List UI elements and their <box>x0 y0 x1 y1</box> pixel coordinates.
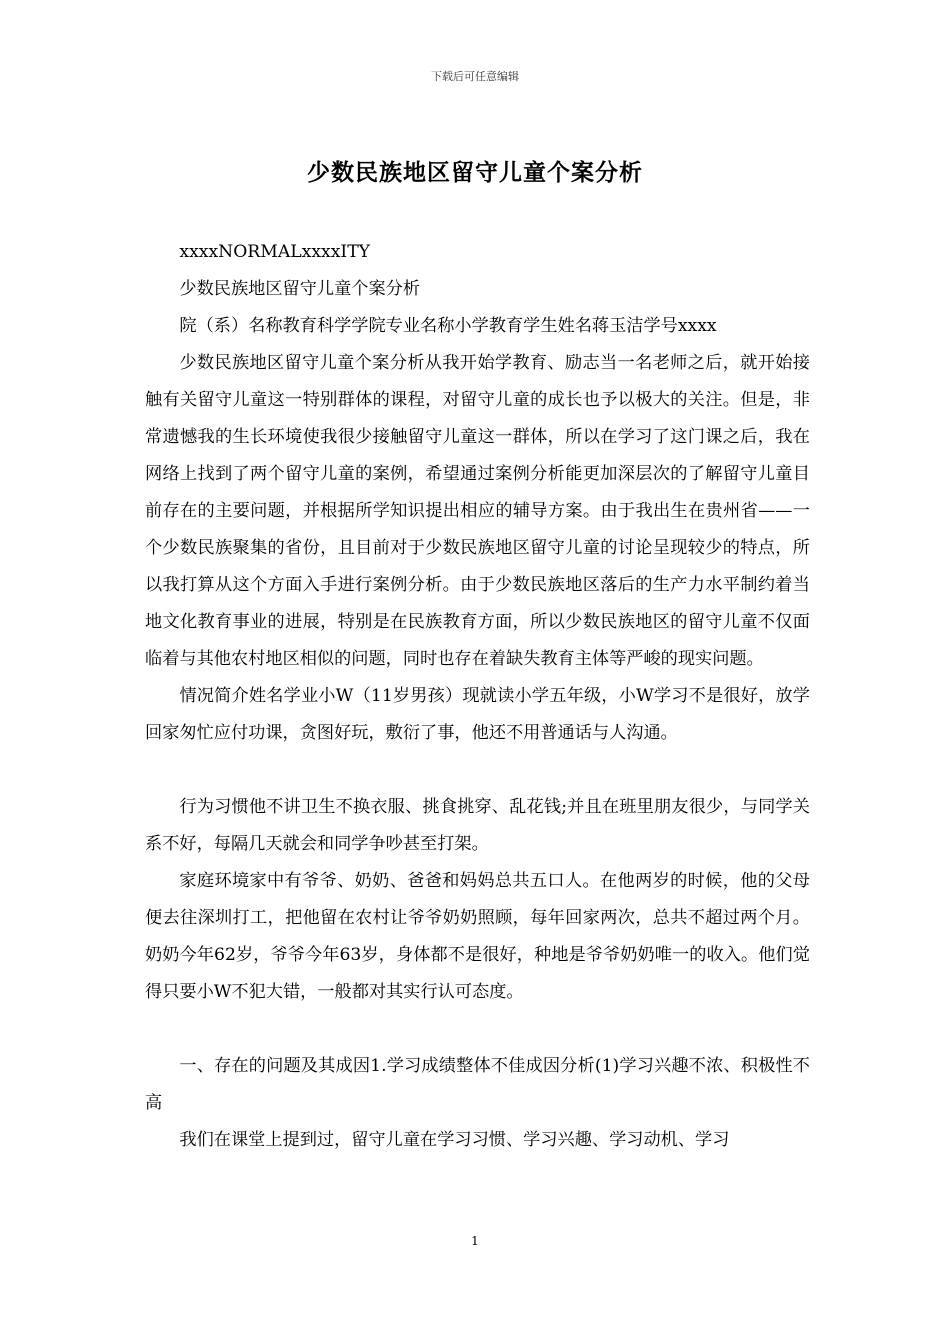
paragraph-problems-heading: 一、存在的问题及其成因1.学习成绩整体不佳成因分析(1)学习兴趣不浓、积极性不高 <box>145 1056 810 1113</box>
paragraph-family: 家庭环境家中有爷爷、奶奶、爸爸和妈妈总共五口人。在他两岁的时候，他的父母便去往深圳打工，把他留在农村让爷爷奶奶照顾，每年回家两次，总共不超过两个月。奶奶今年62岁，爷爷今年63岁，身体都不是很好，种地是爷爷奶奶唯一的收入。他们觉得只要小W不犯大错，一般都对其实行认可态度。 <box>145 871 810 1002</box>
document-body <box>145 234 810 1159</box>
header-note: 下载后可任意编辑 <box>431 70 519 83</box>
document-title: 少数民族地区留守儿童个案分析 <box>307 159 643 186</box>
paragraph-introduction: 少数民族地区留守儿童个案分析从我开始学教育、励志当一名老师之后，就开始接触有关留守儿童这一特别群体的课程，对留守儿童的成长也予以极大的关注。但是，非常遗憾我的生长环境使我很少接触留守儿童这一群体，所以在学习了这门课之后，我在网络上找到了两个留守儿童的案例，希望通过案例分析能更加深层次的了解留守儿童目前存在的主要问题，并根据所学知识提出相应的辅导方案。由于我出生在贵州省——一个少数民族聚集的省份，且目前对于少数民族地区留守儿童的讨论呈现较少的特点，所以我打算从这个方面入手进行案例分析。由于少数民族地区落后的生产力水平制约着当地文化教育事业的进展，特别是在民族教育方面，所以少数民族地区的留守儿童不仅面临着与其他农村地区相似的问题，同时也存在着缺失教育主体等严峻的现实问题。 <box>145 353 810 669</box>
paragraph-code: xxxxNORMALxxxxITY <box>179 242 371 262</box>
page-number: 1 <box>471 1234 479 1248</box>
paragraph-behavior: 行为习惯他不讲卫生不换衣服、挑食挑穿、乱花钱;并且在班里朋友很少，与同学关系不好，每隔几天就会和同学争吵甚至打架。 <box>145 797 810 854</box>
paragraph-student-info: 院（系）名称教育科学学院专业名称小学教育学生姓名蒋玉洁学号xxxx <box>179 316 717 336</box>
paragraph-case-summary: 情况简介姓名学业小W（11岁男孩）现就读小学五年级，小W学习不是很好，放学回家匆忙应付功课，贪图好玩，敷衍了事，他还不用普通话与人沟通。 <box>145 686 810 743</box>
paragraph-subtitle: 少数民族地区留守儿童个案分析 <box>179 279 421 299</box>
paragraph-analysis: 我们在课堂上提到过，留守儿童在学习习惯、学习兴趣、学习动机、学习 <box>179 1130 730 1150</box>
